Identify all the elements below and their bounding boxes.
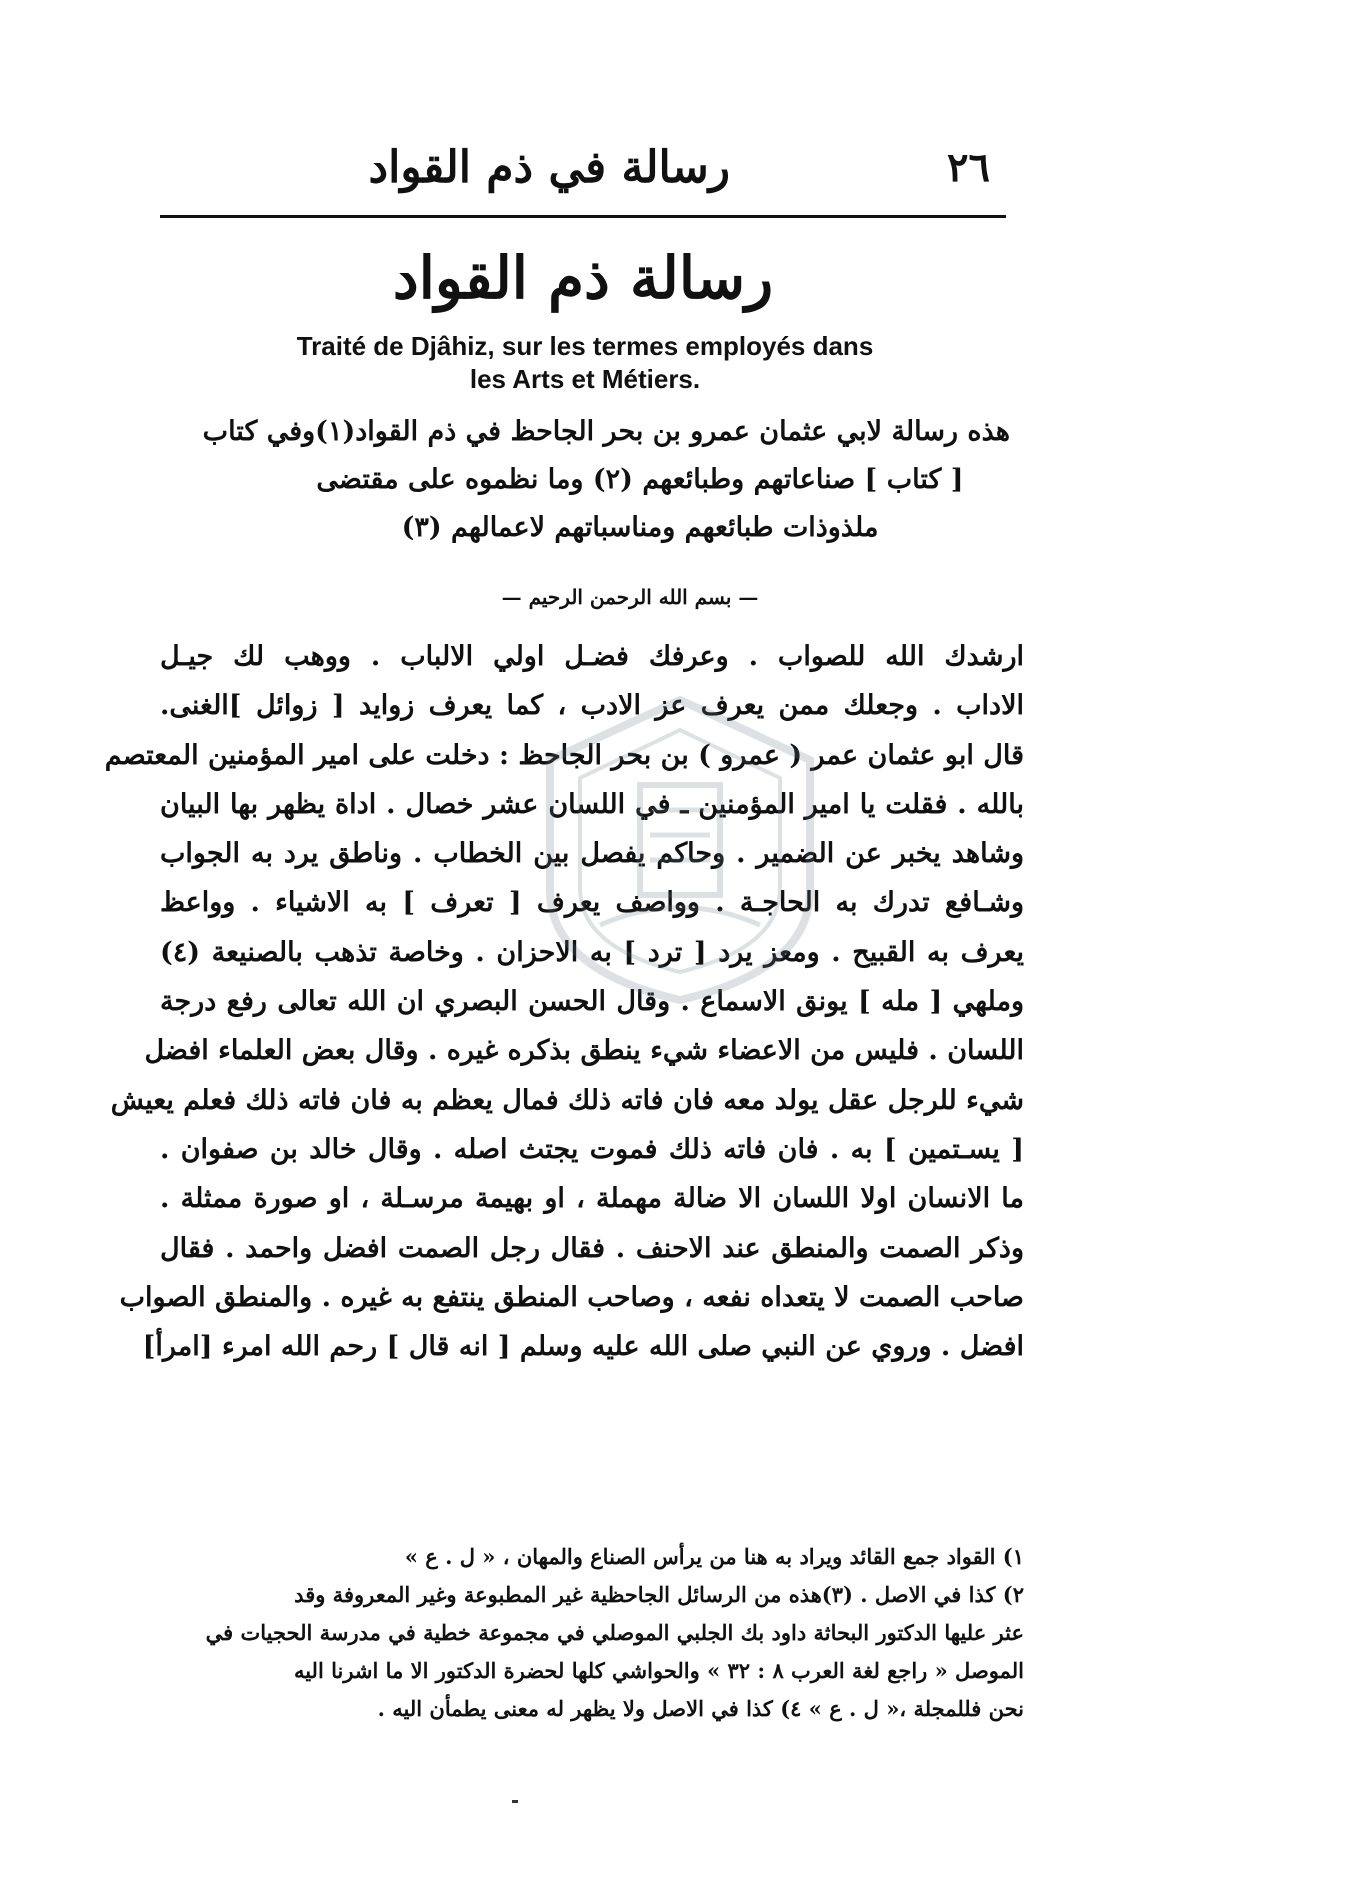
body-line: الاداب . وجعلك ممن يعرف عز الادب ، كما يعرف زوايد [ زوائل ]الغنى. [160,690,1024,722]
french-subtitle-line: les Arts et Métiers. [469,364,701,394]
intro-line: [ كتاب ] صناعاتهم وطبائعهم (٢) وما نظموه على مقتضى [316,464,964,495]
header-rule [160,215,1006,218]
footnote-line: ١) القواد جمع القائد ويراد به هنا من يرأس الصناع والمهان ، « ل . ع » [404,1544,1024,1569]
intro-line: هذه رسالة لابي عثمان عمرو بن بحر الجاحظ في ذم القواد(١)وفي كتاب [202,416,1010,447]
body-line: قال ابو عثمان عمر ( عمرو ) بن بحر الجاحظ : دخلت على امير المؤمنين المعتصم [104,739,1024,771]
french-subtitle [220,330,950,396]
footnote-line: ٢) كذا في الاصل . (٣)هذه من الرسائل الجاحظية غير المطبوعة وغير المعروفة وقد [294,1582,1024,1607]
body-line: بالله . فقلت يا امير المؤمنين ـ في اللسان عشر خصال . اداة يظهر بها البيان [160,788,1024,820]
body-line: ما الانسان اولا اللسان الا ضالة مهملة ، او بهيمة مرسـلة ، او صورة ممثلة . [160,1183,1024,1215]
body-line: وشاهد يخبر عن الضمير . وحاكم يفصل بين الخطاب . وناطق يرد به الجواب [160,838,1024,870]
footnote-line: نحن فللمجلة ،« ل . ع » ٤) كذا في الاصل ولا يظهر له معنى يطمأن اليه . [377,1696,1024,1721]
running-head [160,138,990,208]
body-line: صاحب الصمت لا يتعداه نفعه ، وصاحب المنطق ينتفع به غيره . والمنطق الصواب [119,1281,1024,1313]
french-subtitle-line: Traité de Djâhiz, sur les termes employés dans [296,331,874,361]
body-line: وشـافع تدرك به الحاجـة . وواصف يعرف [ تعرف ] به الاشياء . وواعظ [160,887,1024,919]
body-line: ارشدك الله للصواب . وعرفك فضـل اولي الالباب . ووهب لك جيـل [160,641,1024,672]
body-line: [ يسـتمين ] به . فان فاته ذلك فموت يجتث اصله . وقال خالد بن صفوان . [160,1133,1024,1165]
body-line: وذكر الصمت والمنطق عند الاحنف . فقال رجل الصمت افضل واحمد . فقال [160,1232,1024,1264]
footnote-line: عثر عليها الدكتور البحاثة داود بك الجلبي الموصلي في مجموعة خطية في مدرسة الحجيات في [205,1620,1024,1645]
print-speck [512,1800,518,1803]
body-line: يعرف به القبيح . ومعز يرد [ ترد ] به الاحزان . وخاصة تذهب بالصنيعة (٤) [160,936,1024,968]
library-seal-watermark-icon [530,690,830,1010]
running-title: رسالة في ذم القواد [368,142,730,193]
intro-paragraph [202,408,1010,552]
page-number: ٢٦ [947,144,990,191]
body-line: شيء للرجل عقل يولد معه فان فاته ذلك فمال يعظم به فان فاته ذلك فعلم يعيش [110,1084,1024,1116]
body-line: اللسان . فليس من الاعضاء شيء ينطق بذكره غيره . وقال بعض العلماء افضل [144,1035,1024,1067]
footnote-line: الموصل « راجع لغة العرب ٨ : ٣٢ » والحواشي كلها لحضرة الدكتور الا ما اشرنا اليه [293,1658,1024,1683]
footnotes [160,1538,1024,1728]
intro-line: ملذوذات طبائعهم ومناسباتهم لاعمالهم (٣) [401,512,879,543]
page-title: رسالة ذم القواد [392,244,774,312]
body-line: وملهي [ مله ] يونق الاسماع . وقال الحسن البصري ان الله تعالى رفع درجة [160,986,1024,1018]
body-line: افضل . وروي عن النبي صلى الله عليه وسلم [ انه قال ] رحم الله امرء [امرأ] [142,1331,1024,1363]
basmala: — بسم الله الرحمن الرحيم — [501,585,759,609]
